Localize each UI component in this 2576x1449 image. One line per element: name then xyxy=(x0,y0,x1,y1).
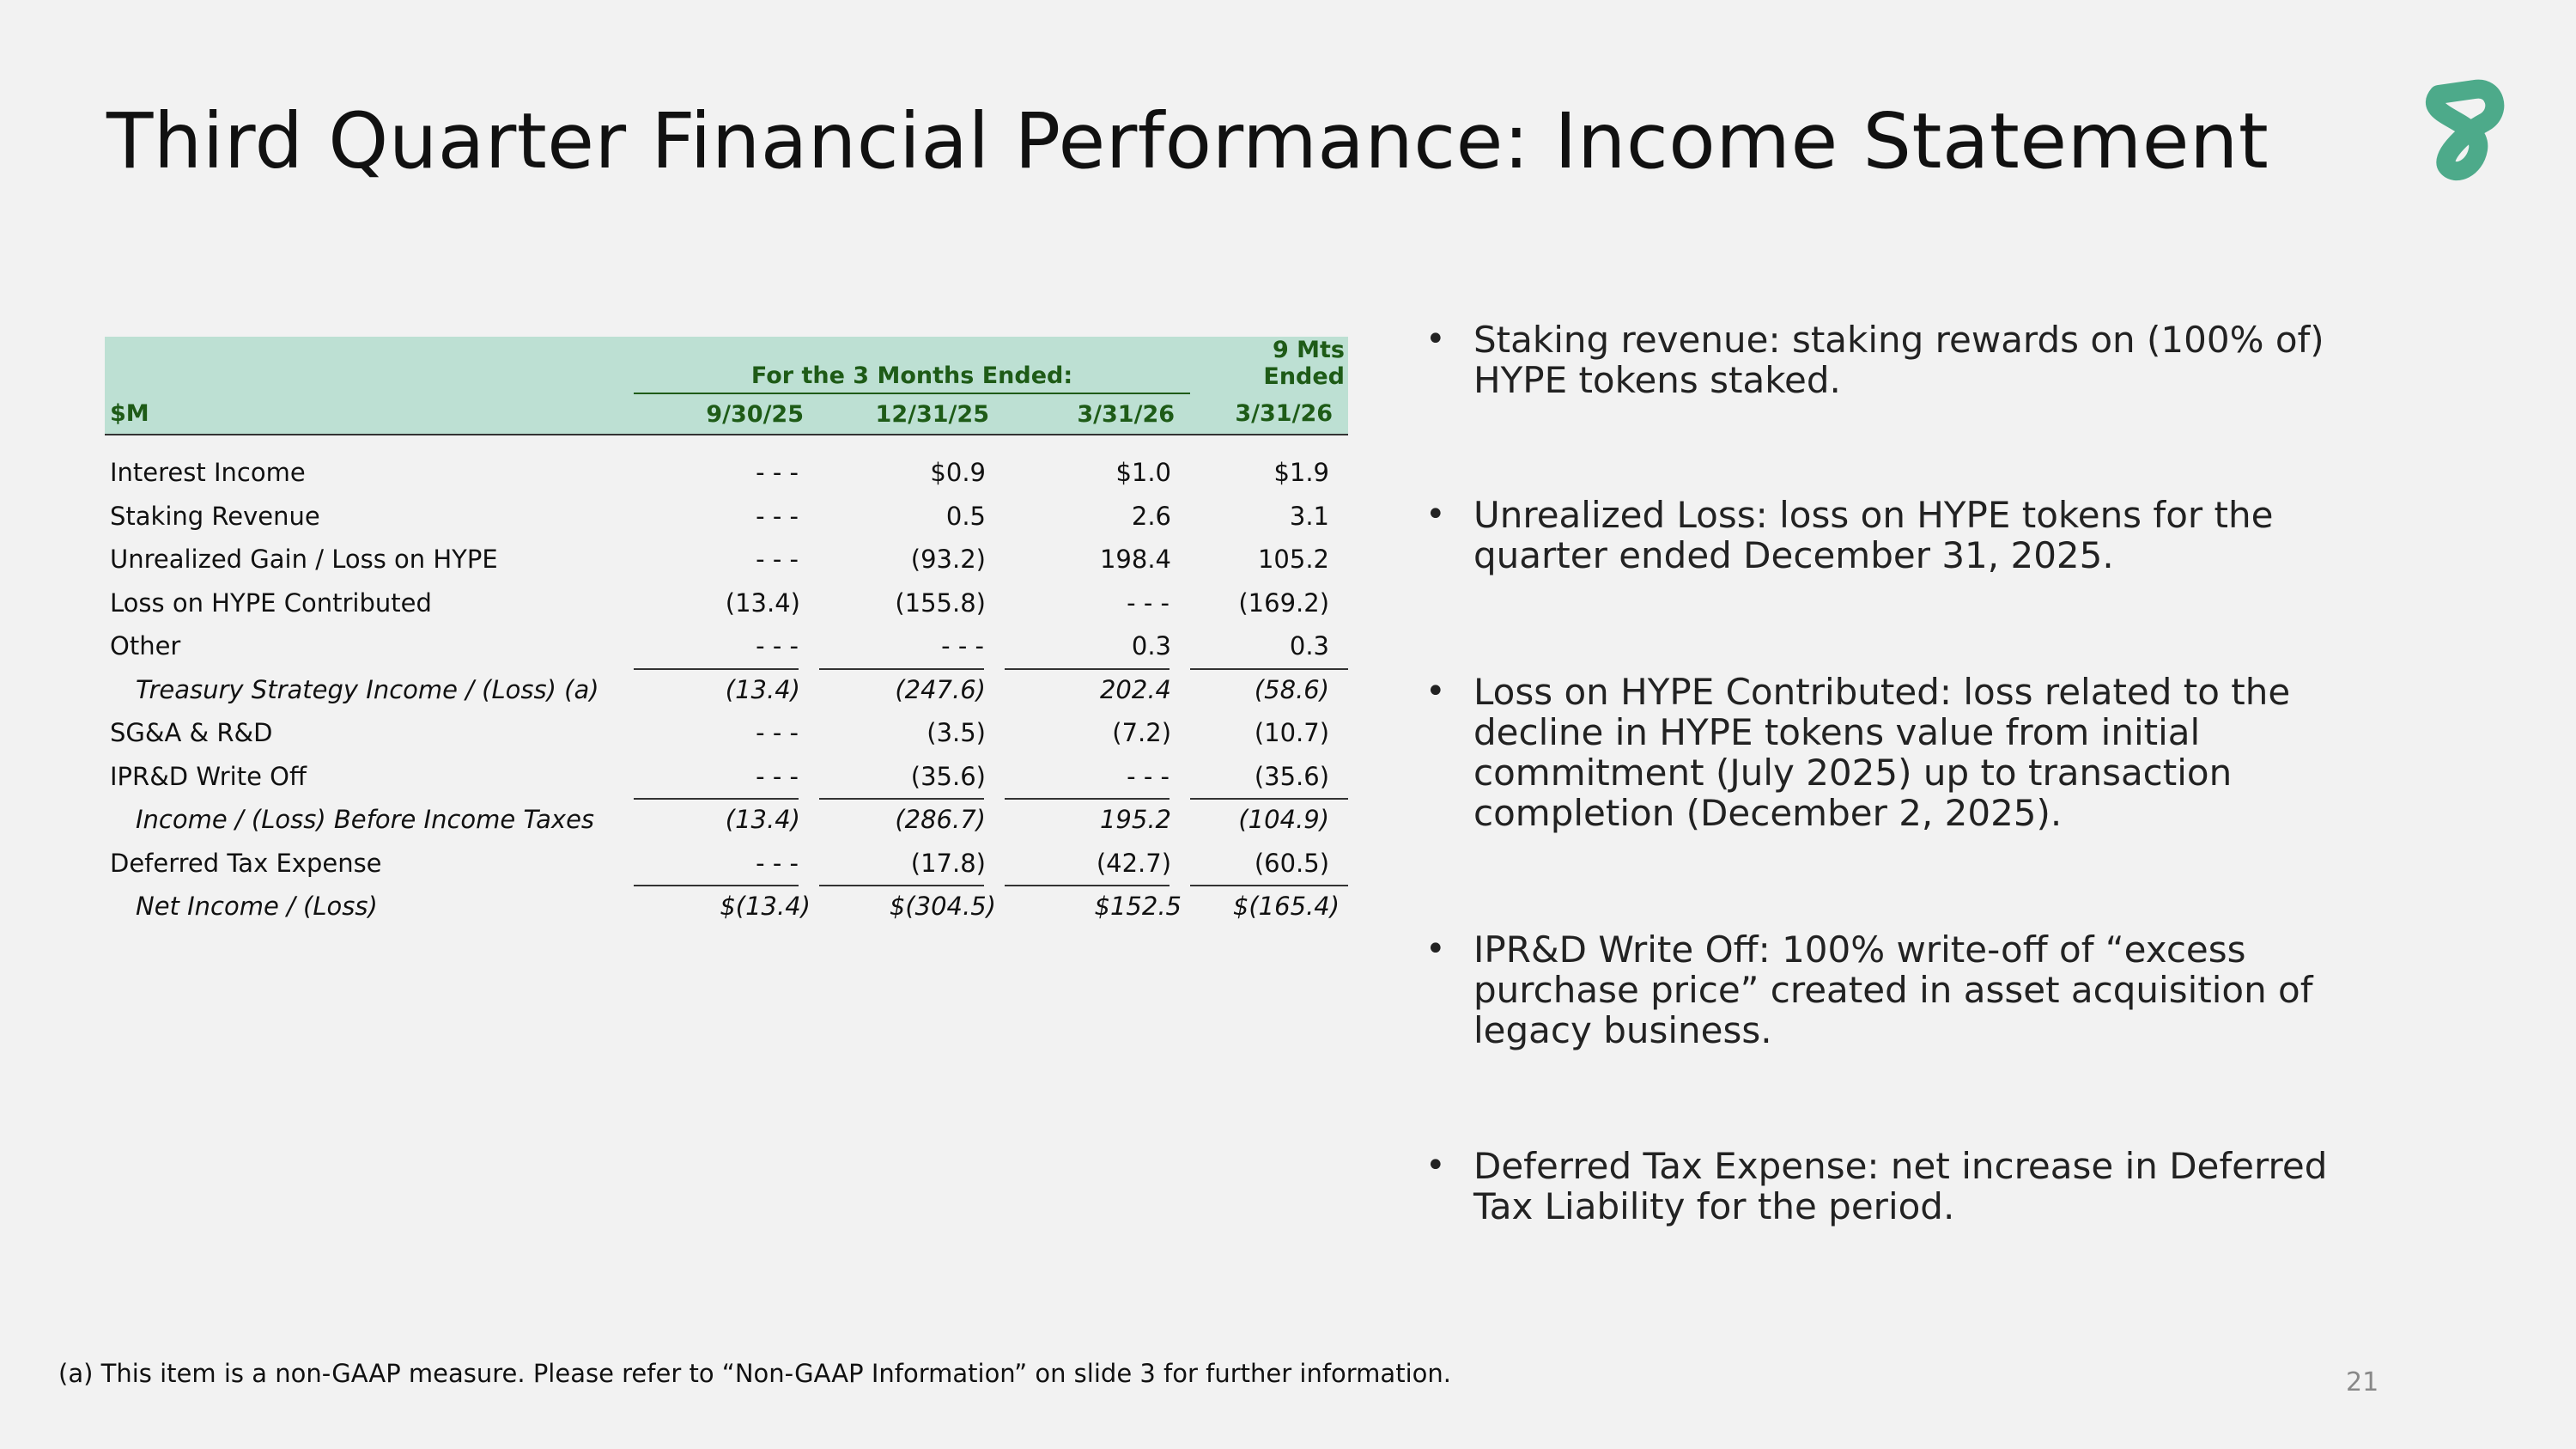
row-label: SG&A & R&D xyxy=(110,718,273,748)
bullet-dot-icon: • xyxy=(1425,495,1446,534)
bullet-dot-icon: • xyxy=(1425,929,1446,969)
bullet-item: • Unrealized Loss: loss on HYPE tokens for the quarter ended December 31, 2025. xyxy=(1425,494,2274,576)
cell: (42.7) xyxy=(1096,848,1172,878)
bullet-item: • Deferred Tax Expense: net increase in Deferred Tax Liability for the period. xyxy=(1425,1145,2328,1227)
cell: $0.9 xyxy=(930,458,986,488)
column-header: 9/30/25 xyxy=(634,393,819,435)
cell: (60.5) xyxy=(1254,848,1330,878)
row-label: IPR&D Write Off xyxy=(110,761,307,791)
bullet-item: • Staking revenue: staking rewards on (100% of) HYPE tokens staked. xyxy=(1425,319,2324,401)
cell: (13.4) xyxy=(634,668,819,712)
cell: (286.7) xyxy=(819,798,1005,842)
bullet-dot-icon: • xyxy=(1425,672,1446,711)
cell: (169.2) xyxy=(1238,588,1330,618)
column-header: 12/31/25 xyxy=(819,393,1005,435)
cell: $152.5 xyxy=(1005,885,1190,928)
page-number: 21 xyxy=(2346,1367,2379,1397)
nine-month-header: 9 Mts Ended xyxy=(1190,337,1348,393)
table-row xyxy=(105,451,1348,495)
cell: (155.8) xyxy=(895,588,986,618)
cell: (17.8) xyxy=(910,848,986,878)
cell: - - - xyxy=(756,501,799,531)
bullet-dot-icon: • xyxy=(1425,320,1446,359)
cell: (104.9) xyxy=(1190,798,1348,842)
row-label: Income / (Loss) Before Income Taxes xyxy=(136,805,595,835)
cell: $1.9 xyxy=(1273,458,1330,488)
table-row xyxy=(105,842,1348,886)
table-row xyxy=(105,538,1348,581)
cell: - - - xyxy=(1127,761,1170,791)
commentary-bullets xyxy=(1422,320,2384,1227)
subtotal-row xyxy=(105,668,1348,712)
cell: $(165.4) xyxy=(1190,885,1348,928)
cell: (35.6) xyxy=(1254,761,1330,791)
cell: 2.6 xyxy=(1131,501,1172,531)
row-label: Net Income / (Loss) xyxy=(136,892,378,922)
cell: - - - xyxy=(756,545,799,575)
net-income-row xyxy=(105,885,1348,928)
s-logo-icon xyxy=(2413,76,2507,196)
cell: - - - xyxy=(756,631,799,661)
row-label: Treasury Strategy Income / (Loss) (a) xyxy=(136,674,599,704)
unit-label: $M xyxy=(105,393,634,435)
column-header: 3/31/26 xyxy=(1005,393,1190,435)
cell: (13.4) xyxy=(725,588,800,618)
cell: (10.7) xyxy=(1254,718,1330,748)
column-header: 3/31/26 xyxy=(1190,393,1348,435)
cell: - - - xyxy=(756,761,799,791)
cell: - - - xyxy=(756,848,799,878)
cell: - - - xyxy=(756,718,799,748)
cell: 202.4 xyxy=(1005,668,1190,712)
cell: (7.2) xyxy=(1112,718,1172,748)
table-row xyxy=(105,755,1348,799)
income-statement-table xyxy=(105,337,1348,928)
cell: 198.4 xyxy=(1099,545,1172,575)
bullet-item: • IPR&D Write Off: 100% write-off of “excess purchase price” created in asset acquisition of legacy business. xyxy=(1425,928,2313,1051)
cell: 0.3 xyxy=(1131,631,1172,661)
cell: - - - xyxy=(756,458,799,488)
cell: (3.5) xyxy=(927,718,986,748)
row-label: Unrealized Gain / Loss on HYPE xyxy=(110,545,498,575)
cell: - - - xyxy=(1127,588,1170,618)
cell: $(13.4) xyxy=(634,885,819,928)
cell: - - - xyxy=(941,631,984,661)
three-month-group-header: For the 3 Months Ended: xyxy=(634,337,1190,393)
cell: (93.2) xyxy=(910,545,986,575)
table-header-row xyxy=(105,393,1348,435)
table-row xyxy=(105,495,1348,539)
table-row xyxy=(105,624,1348,668)
cell: (58.6) xyxy=(1190,668,1348,712)
table-row xyxy=(105,711,1348,755)
subtotal-row xyxy=(105,798,1348,842)
slide-title: Third Quarter Financial Performance: Income Statement xyxy=(106,96,2269,186)
table-row xyxy=(105,581,1348,625)
bullet-item: • Loss on HYPE Contributed: loss related to the decline in HYPE tokens value from initial commitment (July 2025) up to transaction completion (December 2, 2025). xyxy=(1425,671,2291,834)
cell: 195.2 xyxy=(1005,798,1190,842)
cell: $(304.5) xyxy=(819,885,1005,928)
cell: (13.4) xyxy=(634,798,819,842)
cell: $1.0 xyxy=(1115,458,1172,488)
row-label: Staking Revenue xyxy=(110,501,320,531)
cell: 0.3 xyxy=(1289,631,1330,661)
cell: (35.6) xyxy=(910,761,986,791)
cell: 105.2 xyxy=(1257,545,1330,575)
cell: 0.5 xyxy=(945,501,986,531)
row-label: Interest Income xyxy=(110,458,306,488)
cell: 3.1 xyxy=(1289,501,1330,531)
table-header-group-row xyxy=(105,337,1348,393)
row-label: Deferred Tax Expense xyxy=(110,848,382,878)
cell: (247.6) xyxy=(819,668,1005,712)
row-label: Other xyxy=(110,631,181,661)
bullet-dot-icon: • xyxy=(1425,1146,1446,1185)
row-label: Loss on HYPE Contributed xyxy=(110,588,432,618)
footnote: (a) This item is a non-GAAP measure. Please refer to “Non-GAAP Information” on slide 3 for further information. xyxy=(58,1359,1451,1388)
